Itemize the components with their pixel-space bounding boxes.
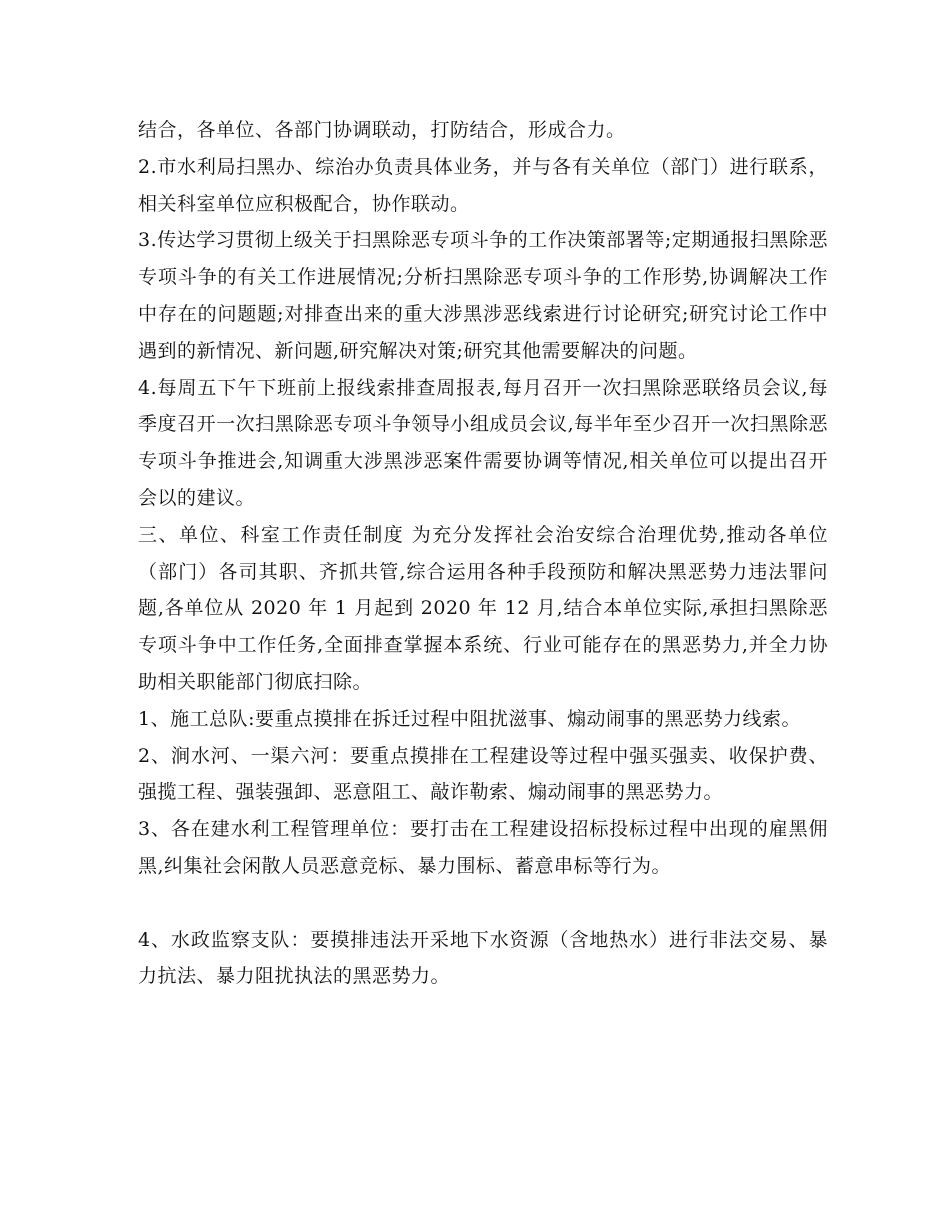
- paragraph-8: 3、各在建水利工程管理单位：要打击在工程建设招标投标过程中出现的雇黑佣黑,纠集社会闲散人员恶意竞标、暴力围标、蓄意串标等行为。: [138, 818, 828, 877]
- paragraph-1: 结合，各单位、各部门协调联动，打防结合，形成合力。: [138, 119, 626, 141]
- paragraph-4: 4.每周五下午下班前上报线索排查周报表,每月召开一次扫黑除恶联络员会议,每季度召开一次扫黑除恶专项斗争领导小组成员会议,每半年至少召开一次扫黑除恶专项斗争推进会,知调重大涉黑涉恶案件需要协调等情况,相关单位可以提出召开会以的建议。: [138, 376, 828, 509]
- paragraph-2: 2.市水利局扫黑办、综治办负责具体业务，并与各有关单位（部门）进行联系，相关科室单位应积极配合，协作联动。: [138, 155, 828, 215]
- paragraph-9: 4、水政监察支队：要摸排违法开采地下水资源（含地热水）进行非法交易、暴力抗法、暴力阻扰执法的黑恶势力。: [138, 928, 828, 988]
- blank-line: [138, 885, 828, 922]
- paragraph-6: 1、施工总队:要重点摸排在拆迁过程中阻扰滋事、煽动闹事的黑恶势力线索。: [138, 707, 801, 730]
- paragraph-5: 三、单位、科室工作责任制度 为充分发挥社会治安综合治理优势,推动各单位（部门）各司其职、齐抓共管,综合运用各种手段预防和解决黑恶势力违法罪问题,各单位从 2020 年 1 月起到 2020 年 12 月,结合本单位实际,承担扫黑除恶专项斗争中工作任务,全面排查掌握本系统、行业可能存在的黑恶势力,并全力协助相关职能部门彻底扫除。: [138, 523, 828, 693]
- paragraph-7: 2、涧水河、一渠六河：要重点摸排在工程建设等过程中强买强卖、收保护费、强揽工程、强装强卸、恶意阻工、敲诈勒索、煽动闹事的黑恶势力。: [138, 744, 828, 804]
- document-body: [138, 112, 828, 995]
- paragraph-3: 3.传达学习贯彻上级关于扫黑除恶专项斗争的工作决策部署等;定期通报扫黑除恶专项斗争的有关工作进展情况;分析扫黑除恶专项斗争的工作形势,协调解决工作中存在的问题题;对排查出来的重大涉黑涉恶线索进行讨论研究;研究讨论工作中遇到的新情况、新问题,研究解决对策;研究其他需要解决的问题。: [138, 229, 828, 362]
